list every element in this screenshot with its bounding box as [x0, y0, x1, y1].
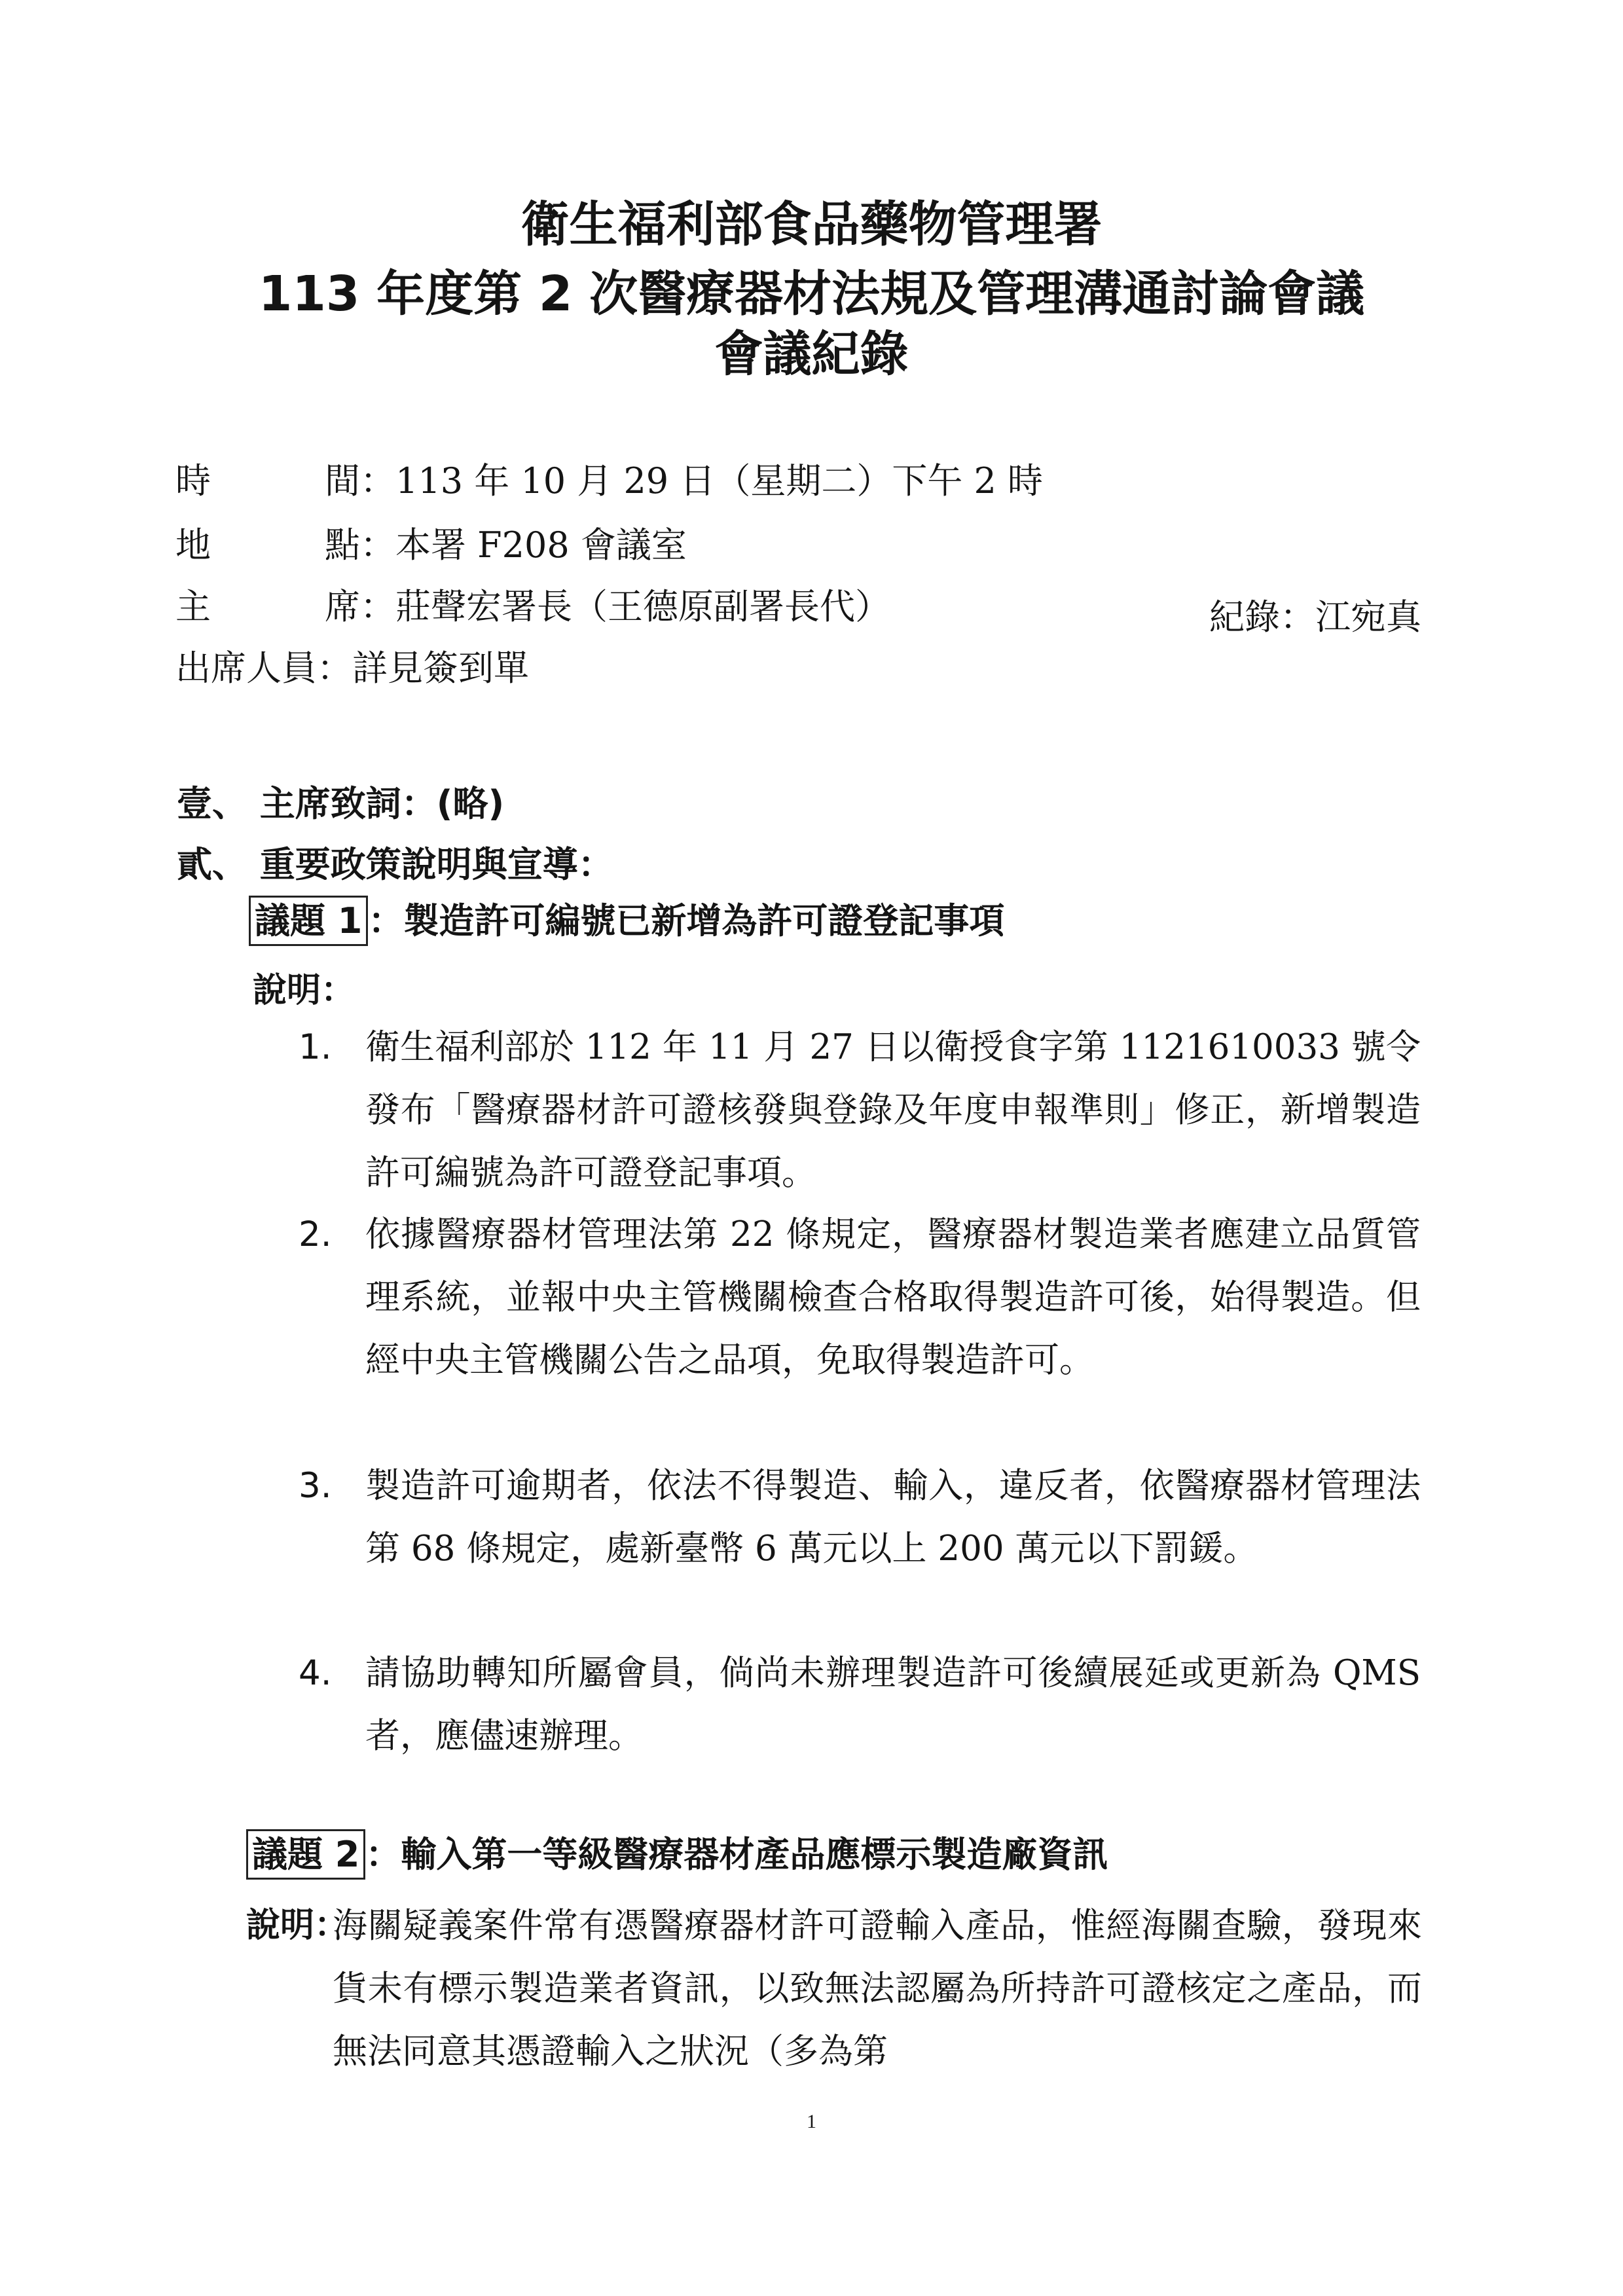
meeting-place-value: 本署 F208 會議室 — [395, 524, 687, 566]
issue-2-explain-label: 說明： — [246, 1906, 349, 1945]
meeting-time-value: 113 年 10 月 29 日（星期二）下午 2 時 — [395, 460, 1044, 501]
issue-2-explain-text: 海關疑義案件常有憑醫療器材許可證輸入產品，惟經海關查驗，發現來貨未有標示製造業者資訊，以致無法認屬為所持許可證核定之產品，而無法同意其憑證輸入之狀況（多為第 — [333, 1906, 1422, 2071]
meeting-attendees-value: 詳見簽到單 — [352, 647, 529, 689]
issue-2-heading — [246, 1834, 1108, 1875]
meeting-recorder: 紀錄：江宛真 — [1209, 596, 1421, 638]
title-meeting: 113 年度第 2 次醫療器材法規及管理溝通討論會議 — [258, 266, 1365, 322]
meeting-chair: 主 席：莊聲宏署長（王德原副署長代） — [175, 586, 890, 627]
list-item-text: 依據醫療器材管理法第 22 條規定，醫療器材製造業者應建立品質管理系統，並報中央主管機關檢查合格取得製造許可後，始得製造。但經中央主管機關公告之品項，免取得製造許可。 — [365, 1214, 1421, 1380]
list-item-text: 請協助轉知所屬會員，倘尚未辦理製造許可後續展延或更新為 QMS 者，應儘速辦理。 — [365, 1653, 1421, 1756]
list-item-text: 衛生福利部於 112 年 11 月 27 日以衛授食字第 1121610033 號令發布「醫療器材許可證核發與登錄及年度申報準則」修正，新增製造許可編號為許可證登記事項。 — [365, 1027, 1421, 1193]
title-agency: 衛生福利部食品藥物管理署 — [520, 196, 1103, 253]
issue-2-label: 議題 2 — [246, 1829, 365, 1880]
issue-1-label: 議題 1 — [249, 896, 368, 946]
section-policy: 貳、 重要政策說明與宣導： — [177, 844, 613, 885]
meeting-time: 時 間：113 年 10 月 29 日（星期二）下午 2 時 — [175, 460, 1044, 501]
meeting-attendees: 出席人員：詳見簽到單 — [175, 647, 529, 689]
issue-1-heading — [249, 900, 1005, 941]
list-item-number: 3. — [299, 1466, 332, 1506]
list-item-text: 製造許可逾期者，依法不得製造、輸入，違反者，依醫療器材管理法第 68 條規定，處新臺幣 6 萬元以上 200 萬元以下罰鍰。 — [365, 1466, 1421, 1569]
issue-2-title: ：輸入第一等級醫療器材產品應標示製造廠資訊 — [365, 1834, 1108, 1875]
issue-1-title: ：製造許可編號已新增為許可證登記事項 — [368, 900, 1005, 941]
meeting-chair-value: 莊聲宏署長（王德原副署長代） — [395, 586, 890, 627]
section-chair-remarks: 壹、 主席致詞：(略) — [177, 783, 505, 824]
list-item-number: 1. — [299, 1027, 332, 1067]
list-item-number: 4. — [299, 1653, 332, 1693]
list-item-number: 2. — [299, 1214, 332, 1254]
meeting-place: 地 點：本署 F208 會議室 — [175, 524, 687, 566]
issue-1-explain-label: 說明： — [253, 971, 356, 1010]
title-minutes: 會議紀錄 — [714, 326, 909, 382]
page-number: 1 — [807, 2111, 816, 2132]
